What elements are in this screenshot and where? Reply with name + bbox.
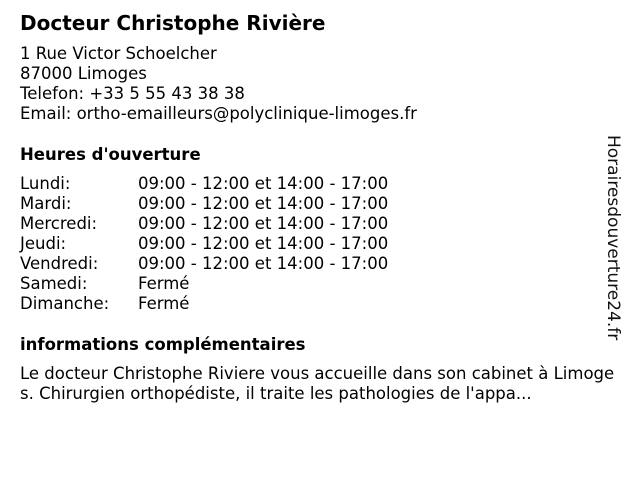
- hours-time-value: 09:00 - 12:00 et 14:00 - 17:00: [138, 194, 389, 213]
- page-title: Docteur Christophe Rivière: [20, 11, 326, 35]
- site-watermark: Horairesdouverture24.fr: [603, 135, 623, 341]
- address-street: 1 Rue Victor Schoelcher: [20, 44, 217, 63]
- hours-time-value: Fermé: [138, 274, 190, 293]
- description-text: Le docteur Christophe Riviere vous accueille dans son cabinet à Limoges. Chirurgien orthopédiste, il traite les pathologies de l'appa...: [20, 364, 615, 403]
- hours-day-label: Mardi:: [20, 194, 72, 213]
- hours-time-value: 09:00 - 12:00 et 14:00 - 17:00: [138, 254, 389, 273]
- hours-day-label: Dimanche:: [20, 294, 110, 313]
- hours-day-label: Vendredi:: [20, 254, 99, 273]
- hours-time-value: Fermé: [138, 294, 190, 313]
- hours-time-value: 09:00 - 12:00 et 14:00 - 17:00: [138, 234, 389, 253]
- email-address: Email: ortho-emailleurs@polyclinique-limoges.fr: [20, 104, 417, 123]
- hours-day-label: Samedi:: [20, 274, 88, 293]
- hours-day-label: Mercredi:: [20, 214, 98, 233]
- address-city: 87000 Limoges: [20, 64, 147, 83]
- hours-time-value: 09:00 - 12:00 et 14:00 - 17:00: [138, 214, 389, 233]
- additional-info-heading: informations complémentaires: [20, 335, 306, 354]
- hours-day-label: Jeudi:: [20, 234, 67, 253]
- hours-day-label: Lundi:: [20, 174, 71, 193]
- phone-number: Telefon: +33 5 55 43 38 38: [20, 84, 245, 103]
- opening-hours-heading: Heures d'ouverture: [20, 145, 201, 164]
- hours-time-value: 09:00 - 12:00 et 14:00 - 17:00: [138, 174, 389, 193]
